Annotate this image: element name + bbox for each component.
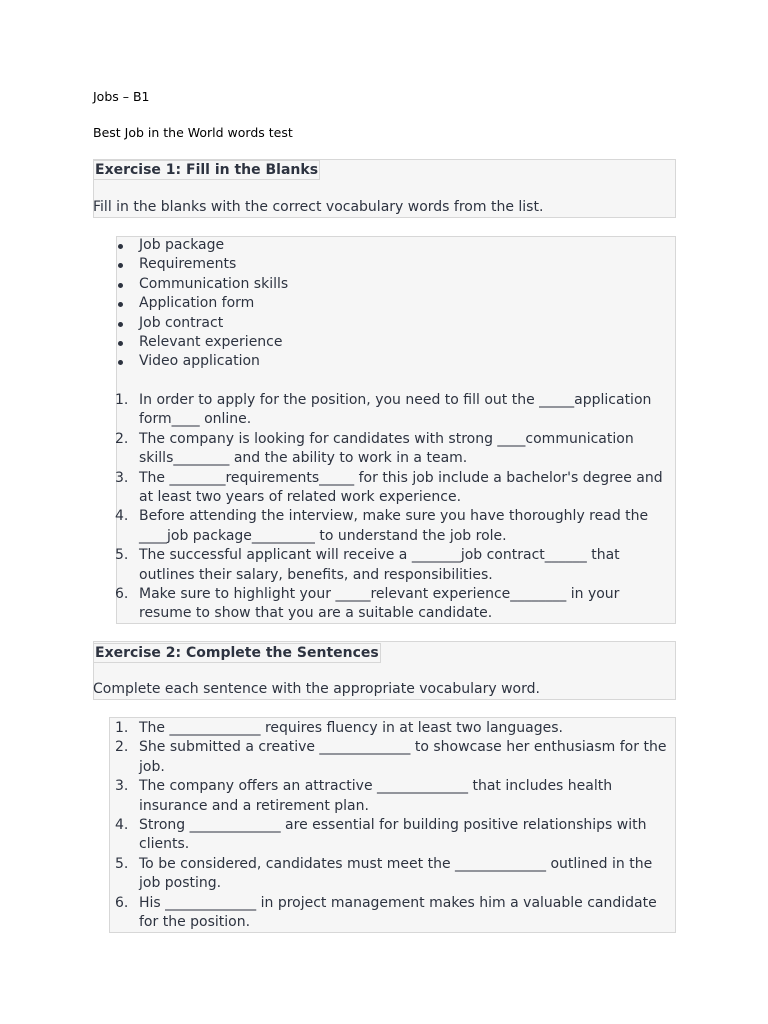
exercise2-title: Exercise 2: Complete the Sentences [95,645,379,661]
question-item [93,469,675,508]
test-title: Best Job in the World words test [93,125,293,140]
question-number: 6. [115,586,129,603]
question-item [93,719,675,738]
question-number: 4. [115,508,129,525]
question-text: The successful applicant will receive a _______job contract______ that outlines their salary, benefits, and responsibilities. [139,547,620,583]
question-item [93,738,675,777]
question-item [93,391,675,430]
exercise1-instruction: Fill in the blanks with the correct vocabulary words from the list. [93,199,544,215]
question-text: Make sure to highlight your _____relevant experience________ in your resume to show that you are a suitable candidate. [139,586,620,622]
question-text: Before attending the interview, make sure you have thoroughly read the ____job package_________ to understand the job role. [139,508,649,544]
question-number: 1. [115,720,129,736]
question-number: 5. [115,547,129,564]
question-text: The company offers an attractive _____________ that includes health insurance and a retirement plan. [139,778,613,814]
question-number: 2. [115,739,129,756]
exercise1-title: Exercise 1: Fill in the Blanks [95,162,319,178]
question-text: The company is looking for candidates with strong ____communication skills________ and the ability to work in a team. [139,430,634,467]
question-item [93,430,675,469]
word-list-item: Requirements [118,255,288,274]
divider [116,236,117,391]
word-list-item: Communication skills [118,275,288,294]
question-number: 2. [115,430,129,447]
level-heading: Jobs – B1 [93,89,150,104]
word-list-item: Job contract [118,314,288,333]
word-list-item: Video application [118,352,288,371]
question-text: His _____________ in project management makes him a valuable candidate for the position. [139,894,657,931]
question-number: 1. [115,392,129,408]
question-text: To be considered, candidates must meet the _____________ outlined in the job posting. [139,855,653,892]
exercise2-questions [93,719,675,932]
question-item [93,816,675,855]
question-number: 3. [115,778,129,795]
exercise2-instruction: Complete each sentence with the appropriate vocabulary word. [93,681,540,697]
question-number: 3. [115,469,129,486]
question-number: 5. [115,855,129,872]
question-text: The _____________ requires fluency in at least two languages. [139,720,563,736]
word-list-item: Relevant experience [118,333,288,352]
word-list-item: Application form [118,294,288,313]
question-item [93,855,675,894]
word-list-item: Job package [118,236,288,255]
word-list [118,236,288,372]
question-item [93,777,675,816]
question-item [93,585,675,624]
question-item [93,507,675,546]
question-item [93,894,675,933]
question-text: Strong _____________ are essential for building positive relationships with clients. [139,817,647,853]
question-number: 4. [115,817,129,834]
question-item [93,546,675,585]
exercise1-questions [93,391,675,624]
question-text: The ________requirements_____ for this job include a bachelor's degree and at least two years of related work experience. [139,469,663,506]
question-number: 6. [115,894,129,911]
question-text: In order to apply for the position, you need to fill out the _____application form____ online. [139,392,652,428]
question-text: She submitted a creative _____________ to showcase her enthusiasm for the job. [139,739,667,775]
